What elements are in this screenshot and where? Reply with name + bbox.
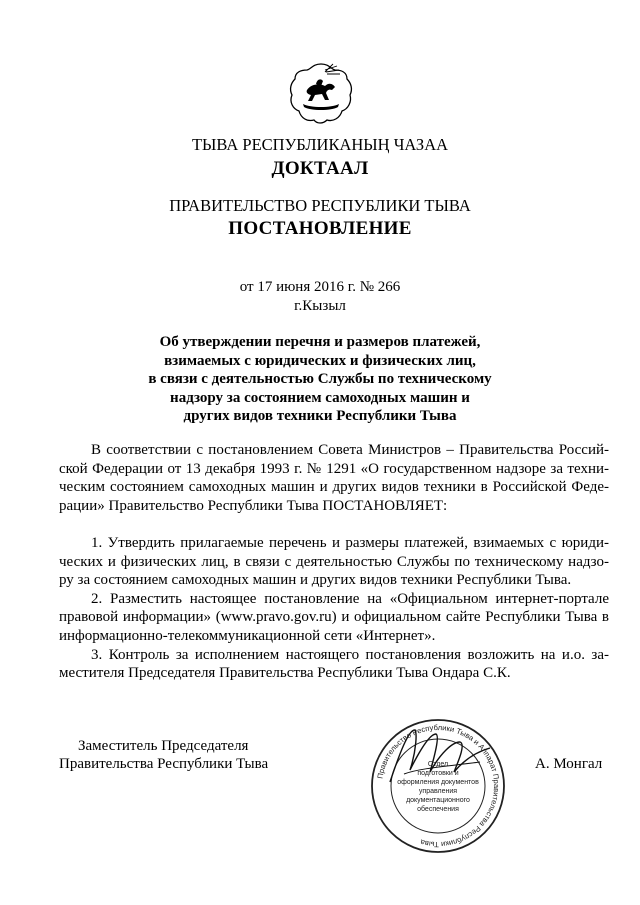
body-line: рации» Правительство Республики Тыва ПОСТАНОВЛЯЕТ: (59, 497, 448, 514)
body-line: информационно-телекоммуникационной сети «Интернет». (59, 627, 436, 644)
title-line: других видов техники Республики Тыва (183, 408, 457, 425)
item-2-paragraph (59, 590, 609, 646)
signer-position-line-2: Правительства Республики Тыва (59, 756, 269, 772)
stamp-center-line: подготовки и (417, 770, 459, 777)
tuvan-government-title: ТЫВА РЕСПУБЛИКАНЫҢ ЧАЗАА (191, 135, 449, 154)
document-city: г.Кызыл (294, 298, 346, 314)
signer-name: А. Монгал (535, 756, 603, 772)
document-title (0, 333, 640, 426)
handwritten-signature-icon (380, 712, 500, 802)
body-line: ру за состоянием самоходных машин и других видов техники Республики Тыва. (59, 572, 572, 589)
stamp-center-line: Отдел (427, 761, 449, 768)
body-line: ческим состоянием самоходных машин и других видов техники в Российской Феде- (59, 479, 609, 496)
stamp-center-line: оформления документов (397, 779, 479, 786)
body-line: ской Федерации от 13 декабря 1993 г. № 1291 «О государственном надзоре за техни- (59, 460, 609, 477)
document-date-number: от 17 июня 2016 г. № 266 (239, 279, 401, 295)
title-line: надзору за состоянием самоходных машин и (170, 389, 470, 406)
title-line: Об утверждении перечня и размеров платежей, (159, 334, 481, 350)
body-line: 2. Разместить настоящее постановление на «Официальном интернет-портале (91, 590, 609, 607)
stamp-center-line: документационного (406, 797, 470, 804)
title-line: в связи с деятельностью Службы по техническому (148, 371, 492, 388)
item-1-paragraph (59, 534, 609, 590)
document-type: ПОСТАНОВЛЕНИЕ (228, 218, 412, 239)
title-line: взимаемых с юридических и физических лиц, (164, 352, 476, 369)
body-line: ческих и физических лиц, в связи с деятельностью Службы по техническому надзо- (59, 553, 609, 570)
item-3-paragraph (59, 646, 609, 683)
body-line: местителя Председателя Правительства Республики Тыва Ондара С.К. (59, 665, 511, 682)
preamble-paragraph (59, 441, 609, 515)
body-line: правовой информации» (www.pravo.gov.ru) и официальном сайте Республики Тыва в (59, 609, 609, 626)
body-line: В соответствии с постановлением Совета Министров – Правительства Россий- (91, 442, 609, 458)
stamp-ring-text: Правительство Республики Тыва и Аппарат Правительства Республики Тыва (375, 722, 502, 850)
tuvan-document-type: ДОКТААЛ (271, 158, 369, 179)
government-title: ПРАВИТЕЛЬСТВО РЕСПУБЛИКИ ТЫВА (169, 196, 471, 215)
signer-position-line-1: Заместитель Председателя (78, 738, 249, 754)
tuva-emblem-icon (285, 60, 357, 126)
body-line: 3. Контроль за исполнением настоящего постановления возложить на и.о. за- (91, 646, 609, 663)
document-body (59, 441, 609, 683)
body-line: 1. Утвердить прилагаемые перечень и размеры платежей, взимаемых с юриди- (91, 534, 609, 551)
stamp-center-line: обеспечения (417, 806, 459, 813)
stamp-center-line: управления (418, 788, 458, 795)
